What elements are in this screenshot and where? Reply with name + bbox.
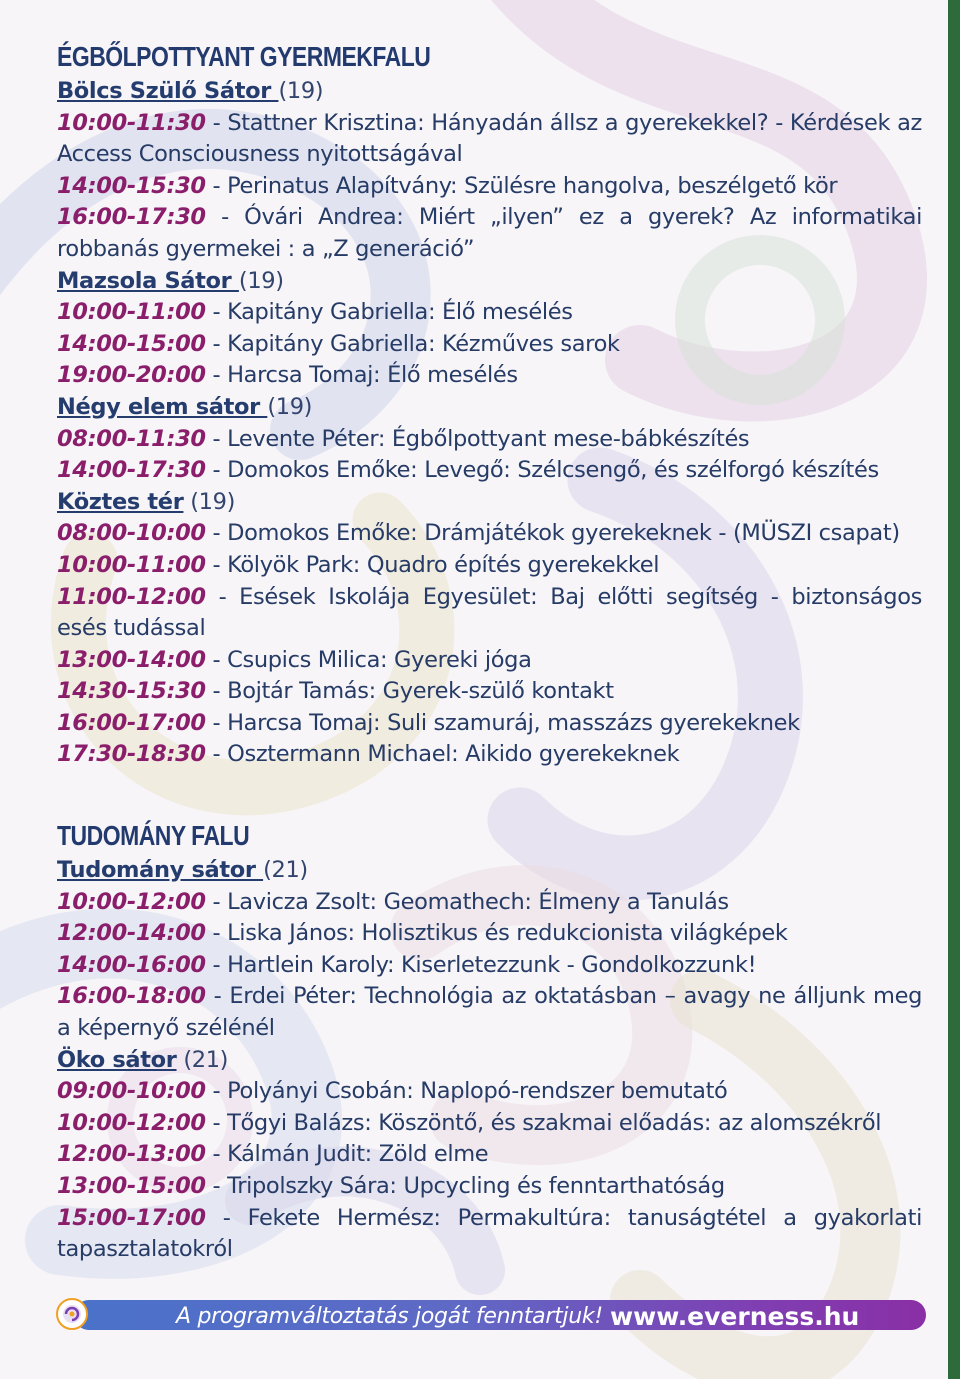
footer-banner [56,1298,926,1332]
footer-notice: A programváltoztatás jogát fenntartjuk! [176,1304,603,1329]
schedule-item [57,918,922,950]
schedule-item [57,1171,922,1203]
event-description: - Perinatus Alapítvány: Szülésre hangolva, beszélgető kör [205,172,838,199]
schedule-item [57,887,922,919]
event-time: 14:00-17:30 [57,457,206,484]
event-description: - Erdei Péter: Technológia az oktatásban – avagy ne álljunk meg a képernyő szélénél [57,983,922,1042]
event-description: - Harcsa Tomaj: Élő mesélés [205,362,518,389]
schedule-item [57,950,922,982]
event-description: - Harcsa Tomaj: Suli szamuráj, masszázs gyerekeknek [205,709,800,736]
right-edge-bar [948,0,960,1379]
venue-count: (19) [278,78,324,104]
venue-title [57,855,922,887]
event-description: - Liska János: Holisztikus és redukcionista világképek [205,920,788,947]
event-description: - Kölyök Park: Quadro építés gyerekekkel [205,551,660,578]
schedule-item [57,1203,922,1266]
schedule-item [57,360,922,392]
schedule-item [57,981,922,1044]
event-time: 19:00-20:00 [57,362,206,389]
event-time: 11:00-12:00 [57,583,206,610]
event-time: 14:00-16:00 [57,951,206,978]
schedule-item [57,329,922,361]
section-heading: TUDOMÁNY FALU [57,820,250,852]
schedule-item [57,108,922,171]
section-heading: ÉGBŐLPOTTYANT GYERMEKFALU [57,41,431,72]
venue-title [57,1045,922,1077]
schedule-item [57,739,922,771]
event-description: - Óvári Andrea: Miért „ilyen” ez a gyerek? Az informatikai robbanás gyermekei : a „Z generáció” [57,204,922,262]
event-description: - Domokos Emőke: Drámjátékok gyerekeknek - (MÜSZI csapat) [205,520,900,547]
venue-count: (19) [238,267,284,294]
event-time: 14:00-15:30 [57,172,206,199]
event-time: 15:00-17:00 [57,1204,206,1231]
schedule-item [57,202,922,265]
schedule-item [57,676,922,708]
event-time: 10:00-12:00 [57,1109,206,1136]
schedule-item [57,582,922,645]
venue-name: Tudomány sátor [57,857,264,884]
schedule-item [57,518,922,550]
event-time: 10:00-11:30 [57,109,206,136]
venue-name: Bölcs Szülő Sátor [57,78,279,104]
event-time: 10:00-12:00 [57,888,206,915]
event-time: 08:00-11:30 [57,425,206,452]
venue-name: Öko sátor [57,1046,177,1073]
event-time: 13:00-15:00 [57,1173,206,1199]
event-description: - Fekete Hermész: Permakultúra: tanuságtétel a gyakorlati tapasztalatokról [57,1204,922,1263]
program-content [57,40,922,1266]
venue-title [57,487,922,519]
event-time: 10:00-11:00 [57,299,206,326]
event-description: - Levente Péter: Égbőlpottyant mese-bábkészítés [205,425,750,452]
schedule-item [57,424,922,456]
schedule-item [57,171,922,203]
everness-logo-icon [56,1298,88,1330]
event-description: - Hartlein Karoly: Kiserletezzunk - Gondolkozzunk! [205,951,757,978]
schedule-item [57,1139,922,1171]
event-description: - Kapitány Gabriella: Élő mesélés [205,299,573,326]
venue-title [57,76,922,108]
event-time: 14:00-15:00 [57,330,206,357]
event-time: 10:00-11:00 [57,551,206,578]
event-description: - Kapitány Gabriella: Kézműves sarok [205,330,620,357]
venue-count: (21) [263,857,308,884]
schedule-item [57,455,922,487]
schedule-item [57,645,922,677]
venue-title [57,392,922,424]
venue-count: (19) [183,488,236,515]
event-time: 13:00-14:00 [57,646,206,673]
venue-name: Mazsola Sátor [57,267,239,294]
schedule-item [57,708,922,740]
event-description: - Polyányi Csobán: Naplopó-rendszer bemutató [205,1078,728,1105]
event-time: 12:00-13:00 [57,1141,206,1168]
schedule-item [57,550,922,582]
event-time: 12:00-14:00 [57,920,206,947]
footer-url-link[interactable]: www.everness.hu [610,1302,860,1331]
venue-count: (19) [267,393,313,420]
event-description: - Esések Iskolája Egyesület: Baj előtti segítség - biztonságos esés tudással [57,583,922,642]
event-time: 16:00-17:30 [57,204,206,231]
venue-count: (21) [176,1046,229,1073]
venue-name: Négy elem sátor [57,393,268,420]
event-time: 08:00-10:00 [57,520,206,547]
event-description: - Stattner Krisztina: Hányadán állsz a gyerekekkel? - Kérdések az Access Consciousness nyitottságával [57,109,922,168]
venue-name: Köztes tér [57,488,184,515]
schedule-item [57,297,922,329]
event-description: - Kálmán Judit: Zöld elme [205,1141,489,1168]
schedule-item [57,1076,922,1108]
schedule-item [57,1108,922,1140]
footer-bar [74,1300,926,1330]
event-time: 16:00-18:00 [57,983,206,1010]
event-time: 14:30-15:30 [57,678,206,705]
event-time: 09:00-10:00 [57,1078,206,1105]
event-description: - Domokos Emőke: Levegő: Szélcsengő, és szélforgó készítés [205,457,879,484]
event-description: - Csupics Milica: Gyereki jóga [205,646,532,673]
event-description: - Tripolszky Sára: Upcycling és fenntarthatóság [205,1173,725,1199]
event-time: 17:30-18:30 [57,741,206,768]
event-description: - Osztermann Michael: Aikido gyerekeknek [205,741,680,768]
event-description: - Bojtár Tamás: Gyerek-szülő kontakt [205,678,614,705]
venue-title [57,266,922,298]
event-description: - Lavicza Zsolt: Geomathech: Élmeny a Tanulás [205,888,729,915]
event-description: - Tőgyi Balázs: Köszöntő, és szakmai előadás: az alomszékről [205,1109,882,1136]
event-time: 16:00-17:00 [57,709,206,736]
